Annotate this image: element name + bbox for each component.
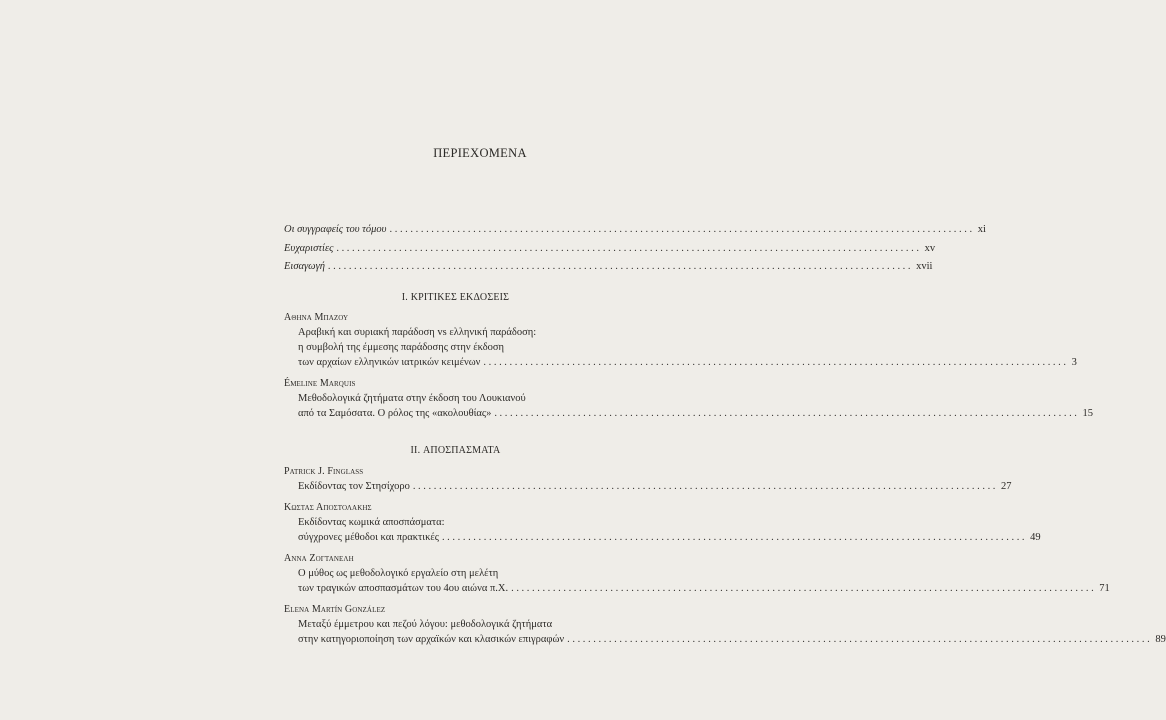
toc-row: [284, 479, 1012, 494]
author-name: Elena Martín González: [284, 603, 386, 615]
toc-entry-title: Εισαγωγή: [284, 261, 325, 272]
toc-row: [284, 259, 933, 278]
page-number: 89: [1155, 633, 1166, 645]
dot-leader: ................................................................................................................: [494, 407, 1080, 419]
page-number: xvii: [916, 261, 933, 272]
toc-entry: [284, 602, 1166, 647]
toc-row: [284, 222, 986, 241]
toc-row: [284, 632, 1166, 647]
toc-entry: [284, 376, 1094, 421]
toc-entry-text: η συμβολή της έμμεσης παράδοσης στην έκδοση: [298, 341, 505, 353]
author-name: Αννα Ζογτανελη: [284, 552, 354, 564]
toc-entry: [284, 464, 1012, 494]
toc-row: [284, 406, 1094, 421]
page-title: ΠΕΡΙΕΧΟΜΕΝΑ: [433, 146, 527, 160]
toc-entry-title: στην κατηγοριοποίηση των αρχαϊκών και κλασικών επιγραφών: [298, 633, 565, 645]
toc-entry-title: των τραγικών αποσπασμάτων του 4ου αιώνα π.Χ.: [298, 582, 509, 594]
dot-leader: ................................................................................................................: [567, 633, 1153, 645]
front-matter: [284, 222, 986, 278]
page-number: 49: [1030, 531, 1041, 543]
table-of-contents: [284, 222, 1166, 647]
toc-entry-text: Μεθοδολογικά ζητήματα στην έκδοση του Λουκιανού: [298, 392, 526, 404]
dot-leader: ................................................................................................................: [336, 242, 922, 254]
author-name: Émeline Marquis: [284, 377, 356, 389]
dot-leader: ................................................................................................................: [483, 356, 1069, 368]
toc-entry-title: των αρχαίων ελληνικών ιατρικών κειμένων: [298, 356, 481, 368]
page-number: xi: [977, 224, 986, 235]
toc-entry: [284, 551, 1110, 596]
page-number: xv: [924, 242, 936, 254]
section-heading: II. ΑΠΟΣΠΑΣΜΑΤΑ: [410, 444, 501, 456]
toc-entry: [284, 500, 1041, 545]
section-heading: I. ΚΡΙΤΙΚΕΣ ΕΚΔΟΣΕΙΣ: [401, 291, 510, 303]
dot-leader: ................................................................................................................: [327, 261, 914, 272]
dot-leader: ................................................................................................................: [511, 582, 1097, 594]
dot-leader: ................................................................................................................: [389, 224, 975, 235]
toc-entry: [284, 310, 1077, 370]
toc-entry-text: Αραβική και συριακή παράδοση vs ελληνική παράδοση:: [298, 326, 537, 338]
toc-entry-title: Οι συγγραφείς του τόμου: [284, 224, 387, 235]
toc-entry-title: Ευχαριστίες: [284, 242, 334, 254]
toc-row: [284, 241, 936, 260]
toc-row: [284, 581, 1110, 596]
toc-entry-title: σύγχρονες μέθοδοι και πρακτικές: [298, 531, 439, 543]
toc-row: [284, 355, 1077, 370]
toc-entry-text: Εκδίδοντας κωμικά αποσπάσματα:: [298, 516, 445, 528]
page-number: 3: [1071, 356, 1077, 368]
page-number: 27: [1001, 480, 1012, 492]
toc-entry-title: από τα Σαμόσατα. Ο ρόλος της «ακολουθίας»: [298, 407, 492, 419]
toc-entry-title: Εκδίδοντας τον Στησίχορο: [298, 480, 410, 492]
author-name: Patrick J. Finglass: [284, 465, 364, 477]
toc-row: [284, 530, 1041, 545]
author-name: Κωστας Αποστολακης: [284, 501, 372, 513]
toc-entry-text: Μεταξύ έμμετρου και πεζού λόγου: μεθοδολογικά ζητήματα: [298, 618, 553, 630]
author-name: Αθηνα Μπαζου: [284, 311, 349, 323]
page-number: 71: [1099, 582, 1110, 594]
dot-leader: ................................................................................................................: [441, 531, 1028, 543]
page-number: 15: [1082, 407, 1094, 419]
toc-entry-text: Ο μύθος ως μεθοδολογικό εργαλείο στη μελέτη: [298, 567, 499, 579]
dot-leader: ................................................................................................................: [412, 480, 999, 492]
